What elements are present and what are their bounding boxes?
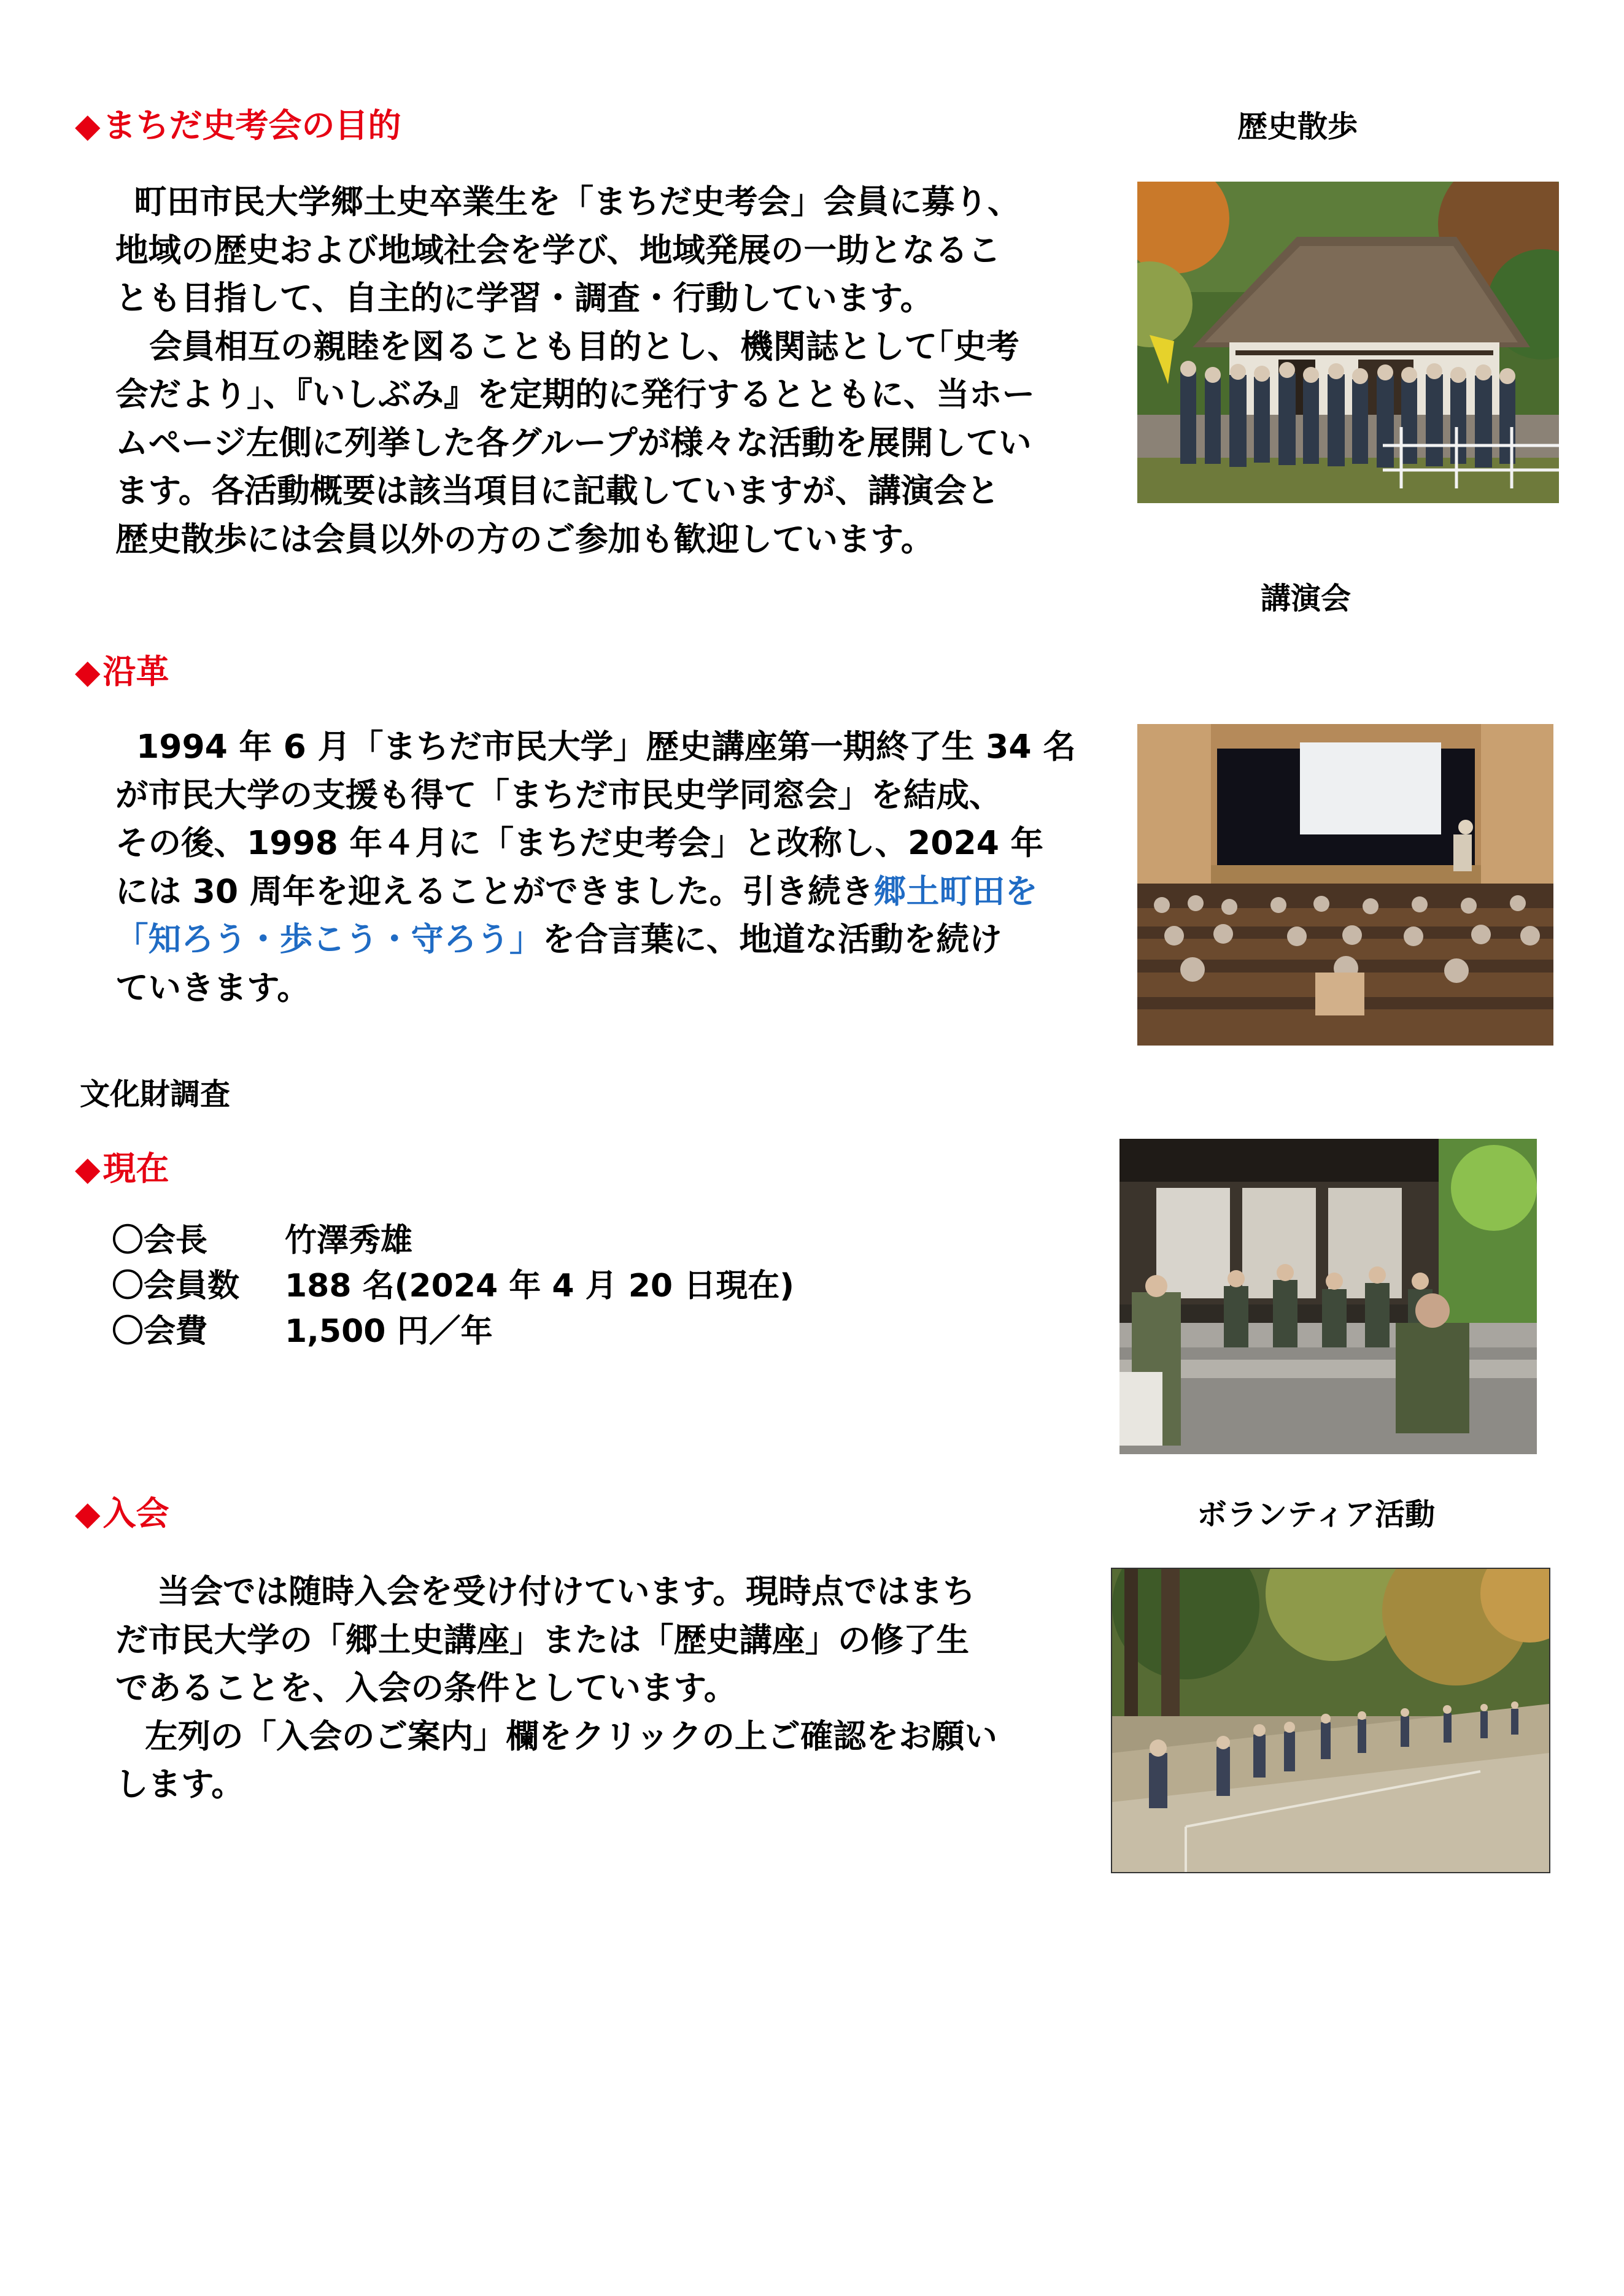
current-heading-text: 現在 bbox=[102, 1149, 169, 1188]
history-text: には 30 周年を迎えることができました。引き続き bbox=[115, 871, 874, 911]
current-heading bbox=[75, 1147, 169, 1190]
purpose-line: 町田市民大学郷土史卒業生を「まちだ史考会」会員に募り、 bbox=[134, 182, 1021, 221]
purpose-line: とも目指して、自主的に学習・調査・行動しています。 bbox=[115, 279, 934, 317]
purpose-line: ムページ左側に列挙した各グループが様々な活動を展開してい bbox=[115, 423, 1032, 462]
info-value: 188 名(2024 年 4 月 20 日現在) bbox=[285, 1268, 794, 1304]
join-line: します。 bbox=[115, 1765, 244, 1803]
join-heading-text: 入会 bbox=[102, 1494, 169, 1533]
info-label: 〇会費 bbox=[112, 1313, 208, 1350]
lecture-photo bbox=[1137, 724, 1553, 1046]
join-heading bbox=[75, 1492, 169, 1535]
volunteer-photo bbox=[1111, 1568, 1550, 1873]
history-line bbox=[115, 915, 1122, 964]
walk-photo bbox=[1137, 182, 1559, 503]
survey-photo bbox=[1119, 1139, 1537, 1454]
purpose-line: ます。各活動概要は該当項目に記載していますが、講演会と bbox=[115, 471, 1000, 510]
history-text: を合言葉に、地道な活動を続け bbox=[542, 920, 1002, 958]
info-value: 1,500 円／年 bbox=[285, 1313, 493, 1350]
volunteer-photo-caption: ボランティア活動 bbox=[1197, 1497, 1436, 1532]
info-label: 〇会長 bbox=[112, 1222, 208, 1259]
join-line: 左列の「入会のご案内」欄をクリックの上ご確認をお願い bbox=[145, 1716, 997, 1755]
purpose-line: 歴史散歩には会員以外の方のご参加も歓迎しています。 bbox=[115, 519, 934, 558]
diamond-bullet-icon: ◆ bbox=[75, 1494, 101, 1533]
history-line: ていきます。 bbox=[115, 968, 310, 1007]
purpose-line: 会員相互の親睦を図ることも目的とし、機関誌として｢史考 bbox=[149, 326, 1019, 366]
join-paragraph bbox=[115, 1568, 1097, 1809]
join-line: だ市民大学の「郷土史講座」または「歴史講座」の修了生 bbox=[115, 1620, 969, 1659]
info-row-members bbox=[112, 1263, 794, 1309]
history-line: 1994 年 6 月「まちだ市民大学」歴史講座第一期終了生 34 名 bbox=[136, 727, 1076, 766]
purpose-line: 地域の歴史および地域社会を学び、地域発展の一助となるこ bbox=[115, 230, 1001, 269]
history-line bbox=[115, 868, 1122, 916]
info-row-fee bbox=[112, 1309, 794, 1354]
history-line: その後、1998 年４月に「まちだ史考会」と改称し、2024 年 bbox=[115, 823, 1044, 862]
diamond-bullet-icon: ◆ bbox=[75, 1149, 101, 1188]
slogan-text: 郷土町田を bbox=[873, 871, 1038, 911]
join-line: であることを、入会の条件としています。 bbox=[115, 1668, 737, 1707]
info-value: 竹澤秀雄 bbox=[285, 1222, 413, 1259]
history-paragraph bbox=[115, 723, 1122, 1012]
diamond-bullet-icon: ◆ bbox=[75, 652, 101, 691]
info-row-president bbox=[112, 1218, 794, 1263]
diamond-bullet-icon: ◆ bbox=[75, 106, 101, 145]
current-info-list bbox=[112, 1218, 794, 1354]
info-label: 〇会員数 bbox=[112, 1268, 240, 1304]
history-heading bbox=[75, 650, 169, 693]
purpose-line: 会だより｣、『いしぶみ』を定期的に発行するとともに、当ホー bbox=[115, 375, 1035, 414]
walk-photo-caption: 歴史散歩 bbox=[1237, 109, 1358, 144]
lecture-photo-caption: 講演会 bbox=[1261, 581, 1351, 616]
history-line: が市民大学の支援も得て「まちだ市民史学同窓会」を結成、 bbox=[115, 775, 1002, 814]
slogan-text: 「知ろう・歩こう・守ろう」 bbox=[115, 920, 543, 958]
join-line: 当会では随時入会を受け付けています。現時点ではまち bbox=[157, 1572, 976, 1611]
purpose-paragraph bbox=[115, 178, 1122, 563]
purpose-heading-text: まちだ史考会の目的 bbox=[102, 106, 401, 145]
history-heading-text: 沿革 bbox=[102, 652, 169, 691]
purpose-heading bbox=[75, 104, 401, 147]
survey-photo-caption: 文化財調査 bbox=[80, 1077, 231, 1112]
